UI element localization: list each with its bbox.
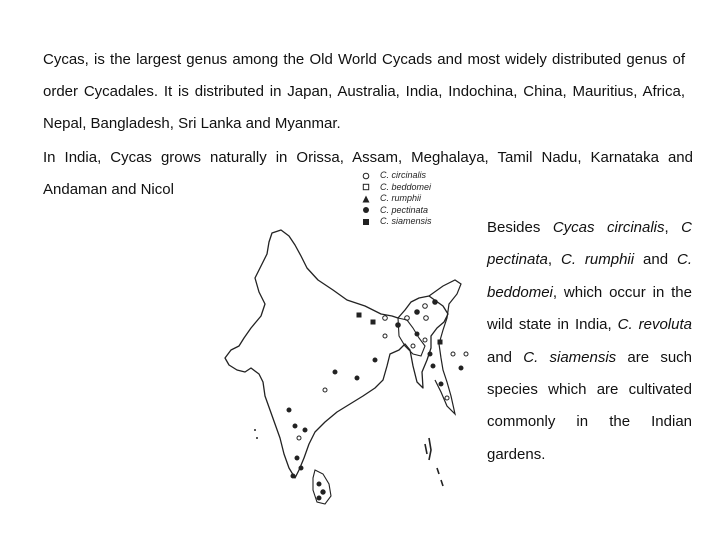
legend-label: C. rumphii [380,193,422,204]
species-name: C. revoluta [617,316,692,334]
triangle-icon [361,194,371,204]
species-name: C. rumphii [560,251,635,269]
legend-label: C. beddomei [380,181,432,192]
species-name: C. siamensis [523,348,617,366]
species-legend [361,170,481,228]
andaman-islands [425,438,431,460]
legend-item-siamensis [361,216,481,228]
text-span: , [664,219,682,236]
lakshadweep-islands [254,429,258,439]
text-span: , [547,251,561,269]
legend-label: C. circinalis [380,170,427,181]
text-span: are such species which are cultivated commonly in the Indian gardens. [487,348,693,463]
legend-label: C. siamensis [380,216,432,227]
open-square-icon [361,182,371,192]
cultivated-species-paragraph [487,212,692,471]
open-circle-icon [361,171,371,181]
legend-item-beddomei [361,182,481,194]
legend-label: C. pectinata [380,204,429,215]
legend-item-rumphii [361,193,481,205]
filled-square-icon [361,217,371,227]
filled-circle-icon [361,205,371,215]
text-span: and [634,251,677,269]
legend-item-circinalis [361,170,481,182]
legend-item-pectinata [361,205,481,217]
sri-lanka-outline [313,470,331,504]
distribution-markers [287,300,468,500]
text-span: and [487,348,524,366]
species-name: C pectinata [487,219,692,269]
text-span: Besides [487,219,553,236]
species-name: Cycas circinalis [552,219,665,236]
bangladesh-outline [398,318,425,356]
text-span: , which occur in the wild state in India, [487,283,692,334]
nicobar-islands [437,468,443,486]
india-distribution-paragraph: In India, Cycas grows naturally in Orissa, Assam, Meghalaya, Tamil Nadu, Karnataka and Andaman and Nicol [43,149,693,198]
species-name: C. beddomei [487,251,692,301]
intro-paragraph: Cycas, is the largest genus among the Old World Cycads and most widely distributed genus of order Cycadales. It is distributed in Japan, Australia, India, Indochina, China, Mauritius, Africa, Nepal, Bangladesh, Sri Lanka and Myanmar. [43,51,685,132]
